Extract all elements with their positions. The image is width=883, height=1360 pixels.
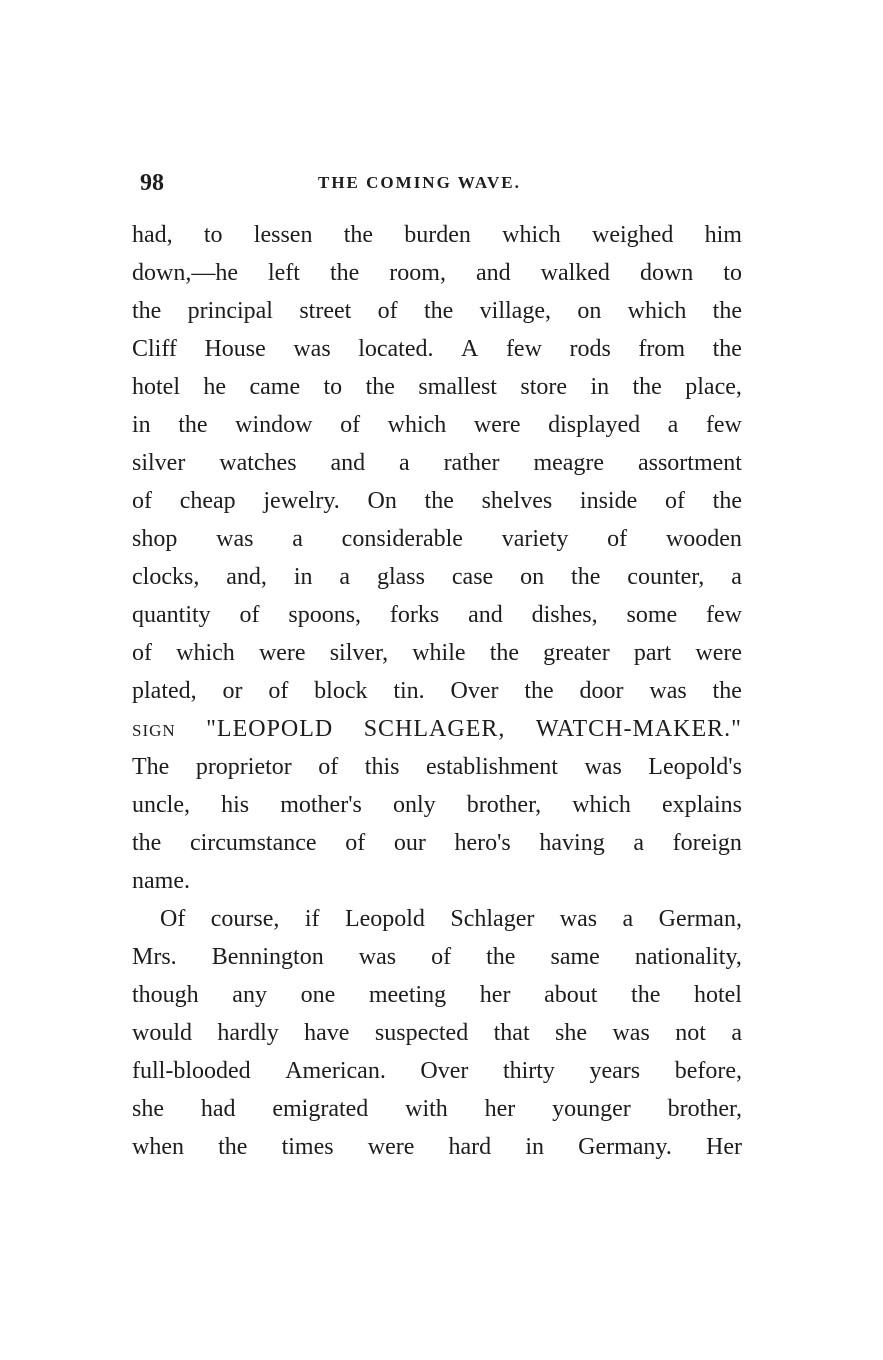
text-line: though any one meeting her about the hotel — [132, 982, 742, 1008]
text-line: the circumstance of our hero's having a foreign — [132, 830, 742, 856]
text-line-sign: sign "LEOPOLD SCHLAGER, WATCH-MAKER." — [132, 716, 742, 742]
page-number: 98 — [140, 170, 164, 196]
page-header — [140, 170, 744, 196]
text-line: Of course, if Leopold Schlager was a German, — [160, 906, 742, 932]
text-line: Mrs. Bennington was of the same nationality, — [132, 944, 742, 970]
paragraph — [132, 216, 742, 900]
text-line: would hardly have suspected that she was not a — [132, 1020, 742, 1046]
text-line: full-blooded American. Over thirty years before, — [132, 1058, 742, 1084]
text-line: she had emigrated with her younger brother, — [132, 1096, 742, 1122]
text-line: shop was a considerable variety of wooden — [132, 526, 742, 552]
text-line: hotel he came to the smallest store in the place, — [132, 374, 742, 400]
paragraph — [132, 900, 742, 1166]
text-line: plated, or of block tin. Over the door was the — [132, 678, 742, 704]
text-line: had, to lessen the burden which weighed him — [132, 222, 742, 248]
text-line: silver watches and a rather meagre assortment — [132, 450, 742, 476]
text-line: uncle, his mother's only brother, which explains — [132, 792, 742, 818]
text-line: name. — [132, 868, 190, 894]
text-line: Cliff House was located. A few rods from the — [132, 336, 742, 362]
text-line: when the times were hard in Germany. Her — [132, 1134, 742, 1160]
text-line: the principal street of the village, on which the — [132, 298, 742, 324]
text-line: clocks, and, in a glass case on the counter, a — [132, 564, 742, 590]
text-line: down,—he left the room, and walked down to — [132, 260, 742, 286]
text-line: in the window of which were displayed a few — [132, 412, 742, 438]
text-line: quantity of spoons, forks and dishes, some few — [132, 602, 742, 628]
text-line: of which were silver, while the greater part were — [132, 640, 742, 666]
text-line: of cheap jewelry. On the shelves inside of the — [132, 488, 742, 514]
body-text — [132, 216, 742, 1166]
running-title: THE COMING WAVE. — [318, 173, 521, 192]
text-line: The proprietor of this establishment was Leopold's — [132, 754, 742, 780]
